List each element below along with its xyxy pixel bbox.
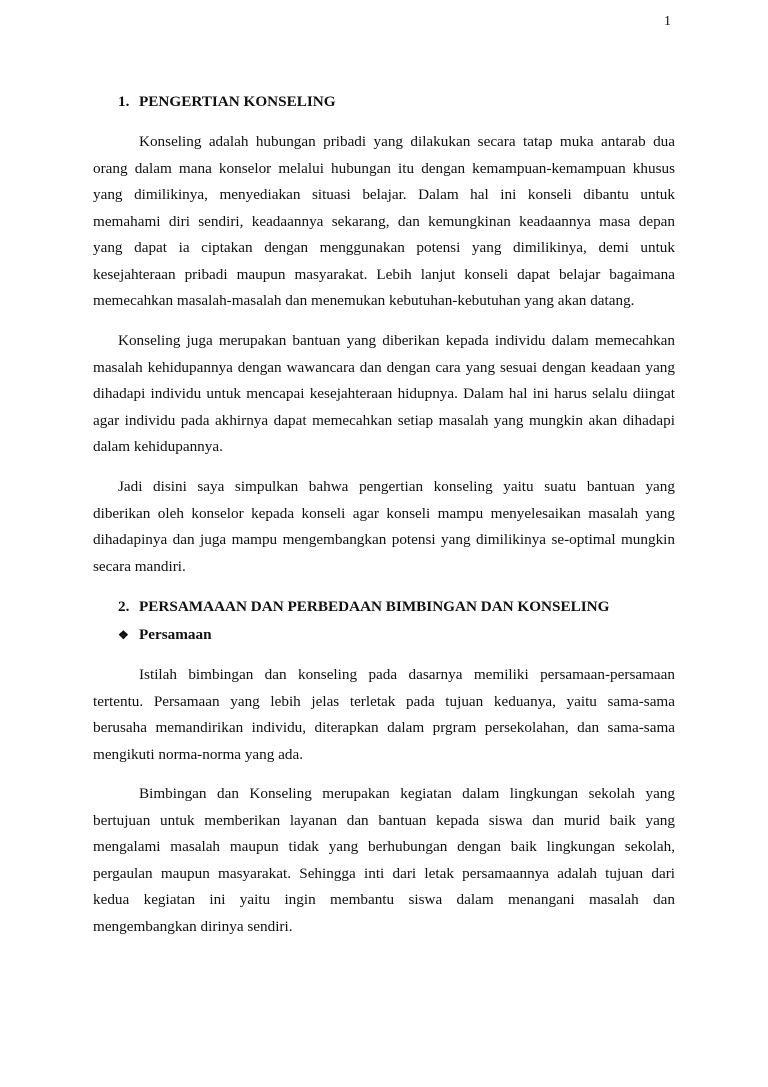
heading-title: PENGERTIAN KONSELING xyxy=(139,93,336,110)
page-number: 1 xyxy=(664,14,671,29)
text-line: dalam kehidupannya. xyxy=(93,438,223,455)
text-line: Konseling adalah hubungan pribadi yang dilakukan secara tatap muka antarab dua xyxy=(139,133,675,150)
subheading-title: Persamaan xyxy=(139,626,212,643)
text-line: masalah kehidupannya dengan wawancara dan dengan cara yang sesuai dengan keadaan yang xyxy=(93,358,675,376)
paragraph-5 xyxy=(93,781,675,940)
text-line: memahami diri sendiri, keadaannya sekarang, dan kemungkinan keadaannya masa depan xyxy=(93,212,675,230)
text-line: yang dapat ia ciptakan dengan menggunakan potensi yang dimilikinya, demi untuk xyxy=(93,239,675,256)
text-line: kedua kegiatan ini yaitu ingin membantu siswa dalam menangani masalah dan xyxy=(93,891,675,908)
text-line: Istilah bimbingan dan konseling pada dasarnya memiliki persamaan-persamaan xyxy=(139,666,675,683)
text-line: kesejahteraan pribadi maupun masyarakat. Lebih lanjut konseli dapat belajar bagaimana xyxy=(93,265,675,283)
text-line: Jadi disini saya simpulkan bahwa pengertian konseling yaitu suatu bantuan yang xyxy=(118,478,675,495)
text-line: pergaulan maupun masyarakat. Sehingga inti dari letak persamaannya adalah tujuan dari xyxy=(93,864,675,882)
heading-number: 2. xyxy=(118,598,130,615)
text-line: tertentu. Persamaan yang lebih jelas terletak pada tujuan keduanya, yaitu sama-sama xyxy=(93,692,675,710)
paragraph-2 xyxy=(93,328,675,461)
text-line: mengikuti norma-norma yang ada. xyxy=(93,745,304,763)
paragraph-3 xyxy=(93,474,675,580)
text-line: diberikan oleh konselor kepada konseli agar konseli mampu menyelesaikan masalah yang xyxy=(93,504,675,522)
text-line: yang dimilikinya, menyediakan situasi belajar. Dalam hal ini konseli dibantu untuk xyxy=(93,186,675,203)
diamond-bullet-icon: ❖ xyxy=(118,628,129,642)
text-line: Bimbingan dan Konseling merupakan kegiatan dalam lingkungan sekolah yang xyxy=(139,785,675,802)
text-line: mengembangkan dirinya sendiri. xyxy=(93,917,293,935)
text-line: Konseling juga merupakan bantuan yang diberikan kepada individu dalam memecahkan xyxy=(118,332,675,349)
text-line: orang dalam mana konselor melalui hubungan itu dengan kemampuan-kemampuan khusus xyxy=(93,159,675,177)
text-line: mengalami masalah maupun tidak yang berhubungan dengan baik lingkungan sekolah, xyxy=(93,838,675,855)
text-line: secara mandiri. xyxy=(93,557,186,575)
paragraph-4 xyxy=(93,662,675,768)
paragraph-1 xyxy=(93,129,675,315)
text-line: berusaha memandirikan individu, diterapkan dalam prgram persekolahan, dan sama-sama xyxy=(93,719,675,736)
text-line: memecahkan masalah-masalah dan menemukan kebutuhan-kebutuhan yang akan datang. xyxy=(93,292,635,309)
heading-title: PERSAMAAAN DAN PERBEDAAN BIMBINGAN DAN KONSELING xyxy=(139,598,610,615)
heading-number: 1. xyxy=(118,93,130,110)
text-line: dihadapinya dan juga mampu mengembangkan potensi yang dimilikinya se-optimal mungkin xyxy=(93,531,675,548)
text-line: dihadapi individu untuk mencapai kesejahteraan hidupnya. Dalam hal ini harus selalu diingat xyxy=(93,385,675,402)
text-line: bertujuan untuk memberikan layanan dan bantuan kepada siswa dan murid baik yang xyxy=(93,811,675,829)
text-line: agar individu pada akhirnya dapat memecahkan setiap masalah yang mungkin akan dihadapi xyxy=(93,411,675,429)
